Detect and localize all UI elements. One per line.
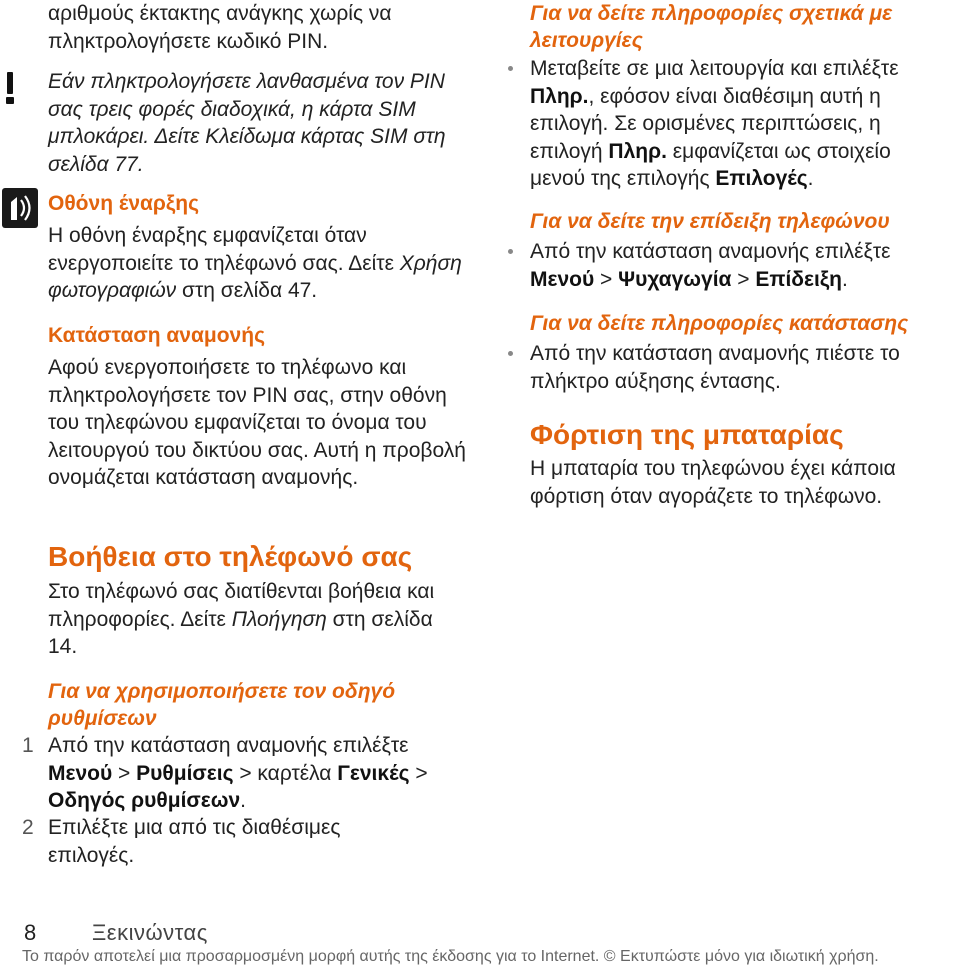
startup-text: Η οθόνη έναρξης εμφανίζεται όταν ενεργοποιείτε το τηλέφωνό σας. Δείτε Χρήση φωτογραφιών στη σελίδα 47. (48, 224, 462, 302)
warning-icon (6, 72, 14, 104)
battery-heading: Φόρτιση της μπαταρίας (530, 419, 844, 450)
info-text: Μεταβείτε σε μια λειτουργία και επιλέξτε Πληρ., εφόσον είναι διαθέσιμη αυτή η επιλογή. Σε ορισμένες περιπτώσεις, η επιλογή Πληρ. εμφανίζεται ως στοιχείο μενού της επιλογής Επιλογές. (530, 57, 899, 190)
warning-text: Εάν πληκτρολογήσετε λανθασμένα τον PIN σας τρεις φορές διαδοχικά, η κάρτα SIM μπλοκάρει. Δείτε Κλείδωμα κάρτας SIM στη σελίδα 77. (48, 70, 446, 176)
standby-text: Αφού ενεργοποιήσετε το τηλέφωνο και πληκτρολογήσετε τον PIN σας, στην οθόνη του τηλεφώνου εμφανίζεται το όνομα του λειτουργού του δικτύου σας. Αυτή η προβολή ονομάζεται κατάσταση αναμονής. (48, 356, 466, 489)
step-text: Επιλέξτε μια από τις διαθέσιμες επιλογές. (48, 816, 341, 867)
footer-note: Το παρόν αποτελεί μια προσαρμοσμένη μορφή αυτής της έκδοσης για το Internet. © Εκτυπώστε μόνο για ιδιωτική χρήση. (22, 948, 879, 965)
status-text: Από την κατάσταση αναμονής πιέστε το πλήκτρο αύξησης έντασης. (530, 342, 900, 393)
standby-heading: Κατάσταση αναμονής (48, 324, 265, 347)
step-text: Από την κατάσταση αναμονής επιλέξτε Μενού > Ρυθμίσεις > καρτέλα Γενικές > Οδηγός ρυθμίσεων. (48, 734, 428, 812)
demo-heading: Για να δείτε την επίδειξη τηλεφώνου (530, 210, 890, 233)
status-bullet (530, 340, 950, 395)
bullet-dot (508, 249, 513, 254)
section-title: Ξεκινώντας (92, 920, 208, 945)
demo-bullet (530, 238, 950, 293)
startup-heading: Οθόνη έναρξης (48, 192, 200, 215)
note-icon (2, 188, 38, 228)
wizard-heading: Για να χρησιμοποιήσετε τον οδηγό ρυθμίσεων (48, 680, 396, 730)
step-number: 2 (22, 816, 34, 839)
intro-paragraph: αριθμούς έκτακτης ανάγκης χωρίς να πληκτρολογήσετε κωδικό PIN. (48, 2, 392, 53)
status-heading: Για να δείτε πληροφορίες κατάστασης (530, 312, 909, 335)
bullet-dot (508, 66, 513, 71)
info-bullet (530, 55, 950, 193)
info-heading: Για να δείτε πληροφορίες σχετικά με λειτουργίες (530, 2, 893, 52)
step-number: 1 (22, 734, 34, 757)
page-number: 8 (24, 920, 37, 945)
wizard-step-2 (22, 814, 388, 869)
bullet-dot (508, 351, 513, 356)
help-heading: Βοήθεια στο τηλέφωνό σας (48, 541, 413, 572)
battery-text: Η μπαταρία του τηλεφώνου έχει κάποια φόρτιση όταν αγοράζετε το τηλέφωνο. (530, 457, 896, 508)
wizard-step-1 (22, 732, 468, 815)
demo-text: Από την κατάσταση αναμονής επιλέξτε Μενού > Ψυχαγωγία > Επίδειξη. (530, 240, 891, 291)
startup-link[interactable]: Χρήση φωτογραφιών (48, 251, 462, 302)
help-link[interactable]: Πλοήγηση (231, 607, 327, 631)
help-text: Στο τηλέφωνό σας διατίθενται βοήθεια και πληροφορίες. Δείτε Πλοήγηση στη σελίδα 14. (48, 580, 435, 658)
